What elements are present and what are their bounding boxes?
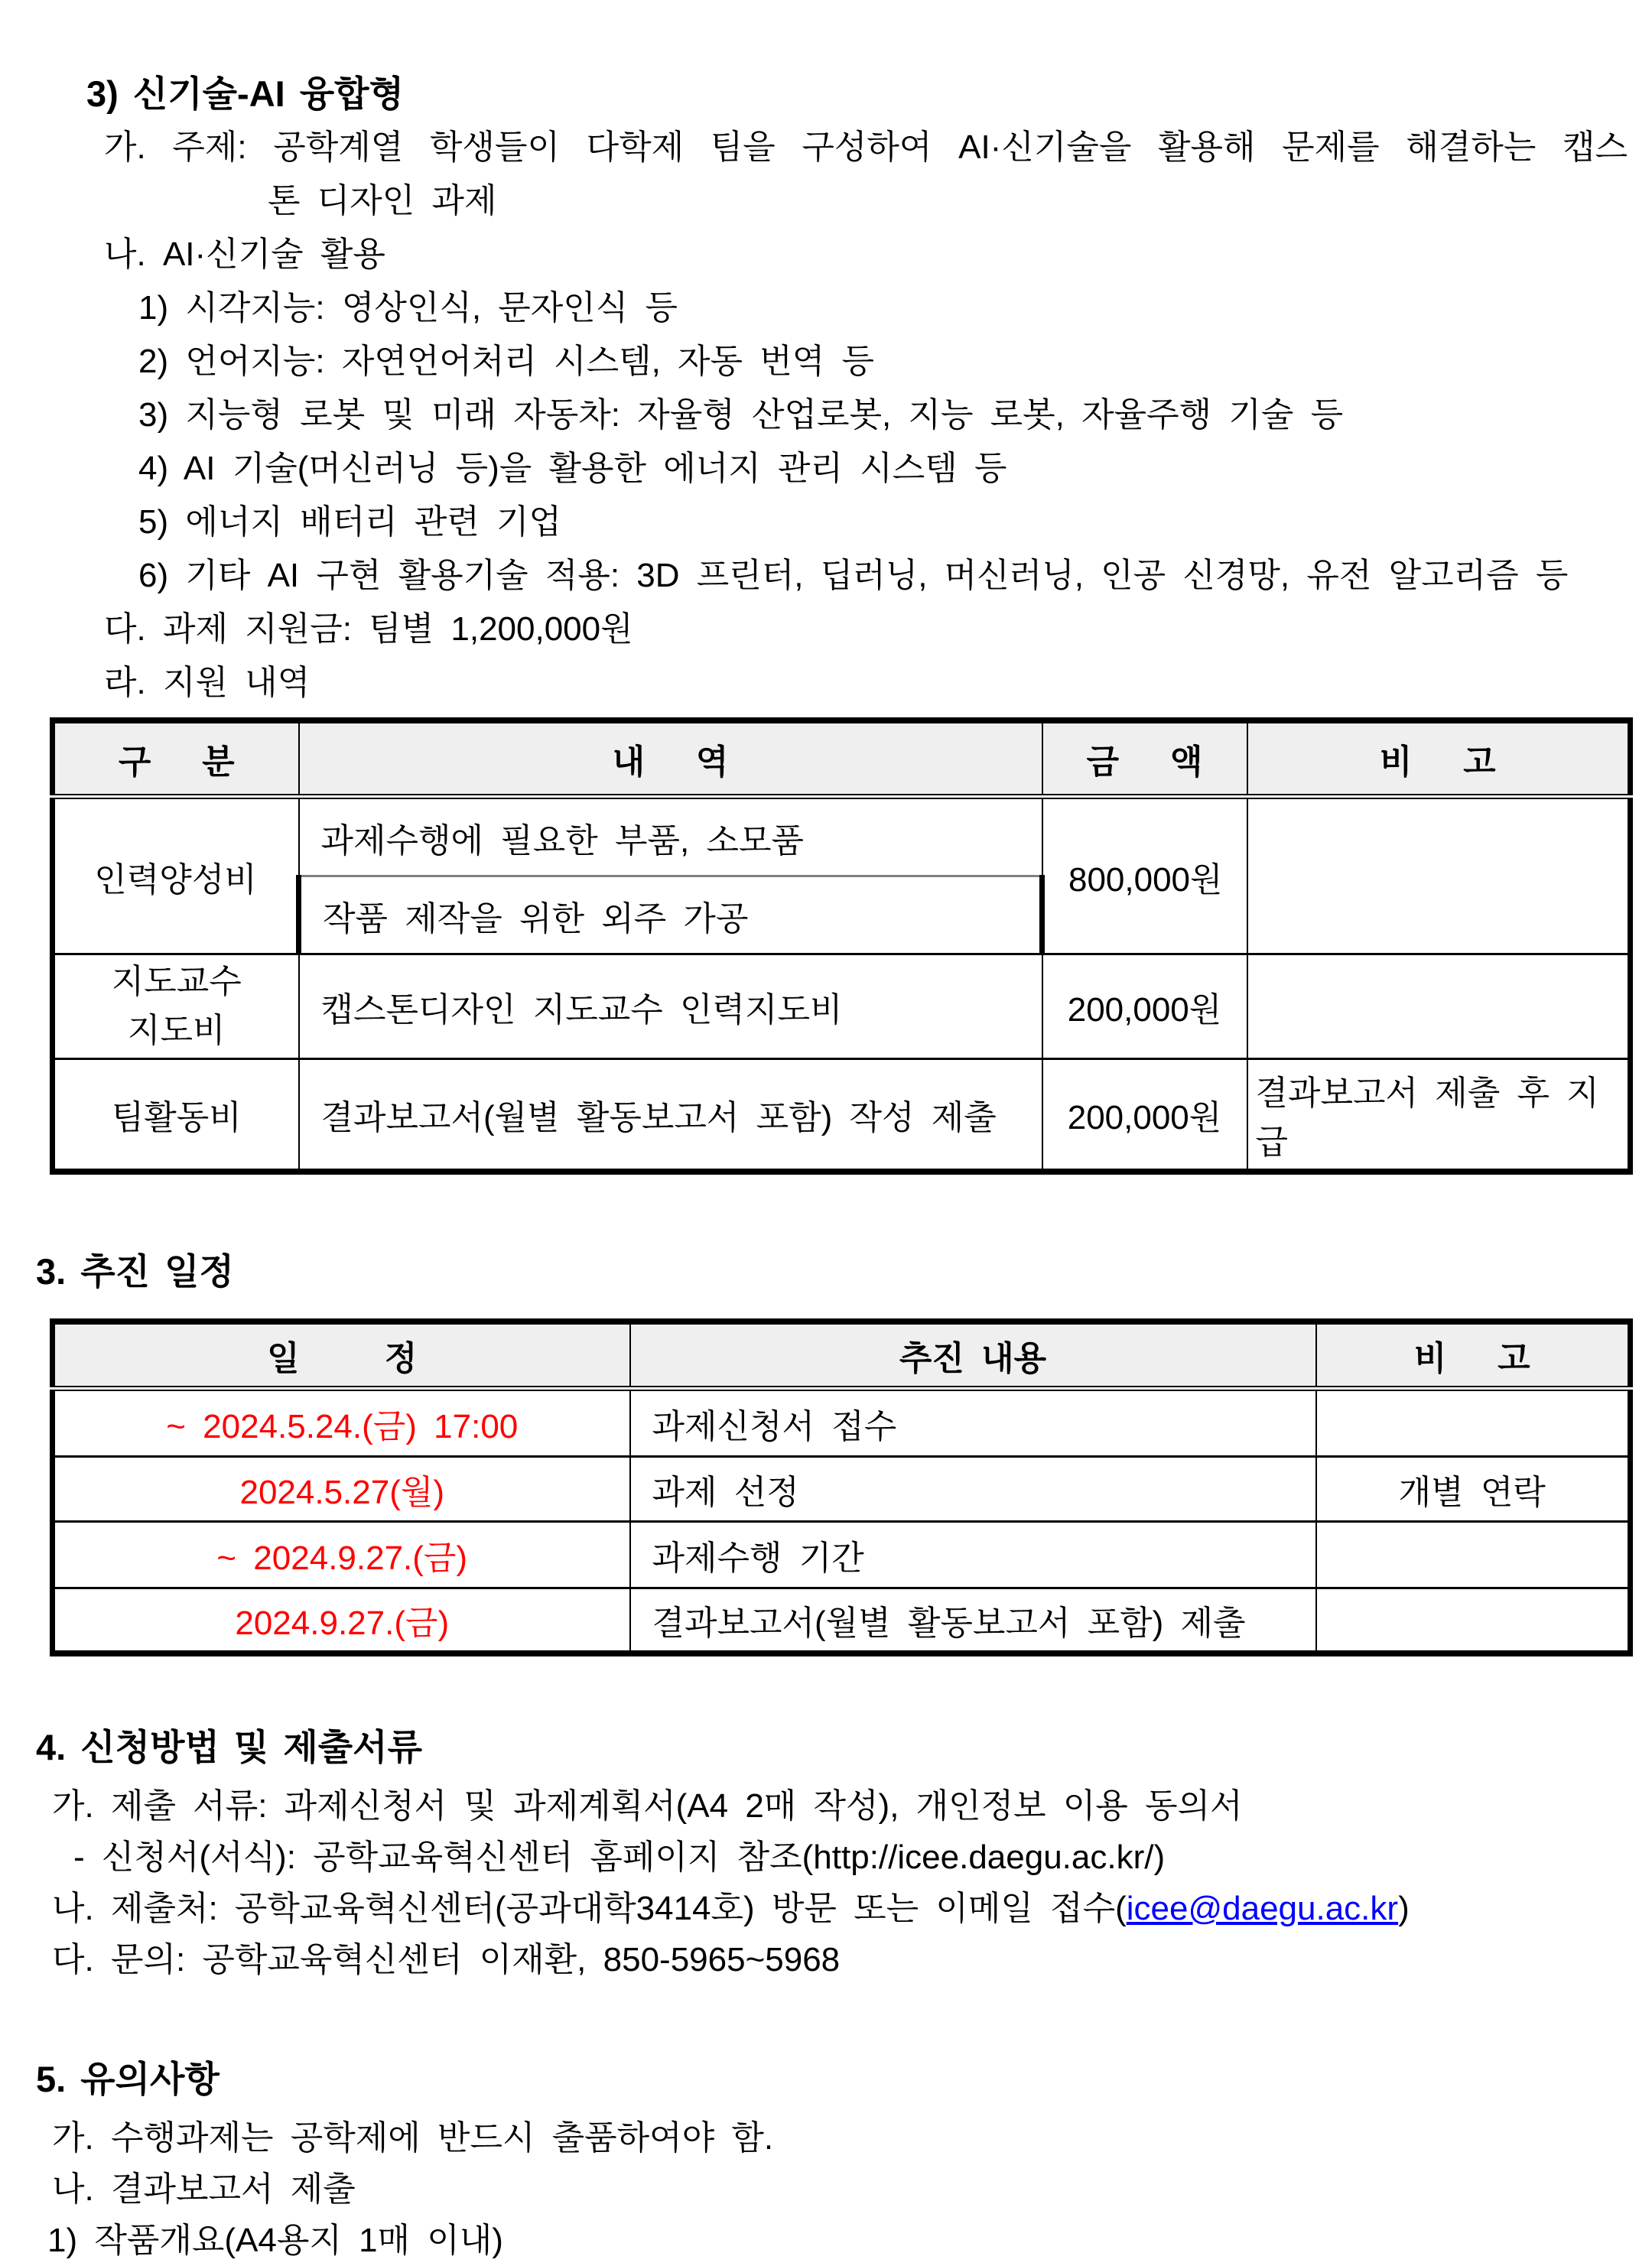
notes-item-na: 나. 결과보고서 제출 bbox=[52, 2170, 356, 2208]
schedule-header-note: 비 고 bbox=[1316, 1322, 1631, 1389]
schedule-header-row bbox=[53, 1322, 1631, 1389]
ai-sub-item-1: 1) 시각지능: 영상인식, 문자인식 등 bbox=[138, 289, 678, 327]
support-cell-note-2 bbox=[1247, 954, 1631, 1059]
ai-sub-item-5: 5) 에너지 배터리 관련 기업 bbox=[138, 503, 562, 541]
schedule-date-4: 2024.9.27.(금) bbox=[53, 1588, 630, 1654]
schedule-content-1: 과제신청서 접수 bbox=[630, 1389, 1316, 1457]
ai-item-ga-line2: 톤 디자인 과제 bbox=[268, 182, 497, 219]
schedule-content-2: 과제 선정 bbox=[630, 1457, 1316, 1522]
section-heading-ai: 3) 신기술-AI 융합형 bbox=[86, 73, 404, 114]
apply-item-na-prefix: 나. 제출처: 공학교육혁신센터(공과대학3414호) 방문 또는 이메일 접수( bbox=[52, 1890, 1127, 1927]
support-table-header-row bbox=[53, 720, 1631, 797]
notes-item-ga: 가. 수행과제는 공학제에 반드시 출품하여야 함. bbox=[52, 2119, 774, 2157]
apply-item-na-suffix: ) bbox=[1398, 1890, 1410, 1927]
apply-item-dash: - 신청서(서식): 공학교육혁신센터 홈페이지 참조(http://icee.daegu.ac.kr/) bbox=[73, 1838, 1166, 1876]
support-cell-amount-2: 200,000원 bbox=[1042, 954, 1247, 1059]
ai-sub-item-4: 4) AI 기술(머신러닝 등)을 활용한 에너지 관리 시스템 등 bbox=[138, 450, 1007, 487]
support-cell-amount-1: 800,000원 bbox=[1042, 797, 1247, 954]
schedule-note-3 bbox=[1316, 1522, 1631, 1588]
schedule-row-4 bbox=[53, 1588, 1631, 1654]
notes-sub-item-1: 1) 작품개요(A4용지 1매 이내) bbox=[47, 2222, 503, 2259]
support-cell-category-3: 팀활동비 bbox=[53, 1059, 299, 1172]
apply-item-da: 다. 문의: 공학교육혁신센터 이재환, 850-5965~5968 bbox=[52, 1941, 841, 1978]
support-category-2-line2: 지도비 bbox=[127, 1012, 226, 1049]
schedule-date-2: 2024.5.27(월) bbox=[53, 1457, 630, 1522]
support-cell-detail-3: 결과보고서(월별 활동보고서 포함) 작성 제출 bbox=[299, 1059, 1042, 1172]
support-table bbox=[50, 717, 1633, 1175]
schedule-row-3 bbox=[53, 1522, 1631, 1588]
schedule-note-4 bbox=[1316, 1588, 1631, 1654]
support-cell-amount-3: 200,000원 bbox=[1042, 1059, 1247, 1172]
schedule-header-content: 추진 내용 bbox=[630, 1322, 1316, 1389]
support-cell-note-3: 결과보고서 제출 후 지급 bbox=[1247, 1059, 1631, 1172]
support-cell-note-1 bbox=[1247, 797, 1631, 954]
ai-item-da: 다. 과제 지원금: 팀별 1,200,000원 bbox=[104, 610, 633, 648]
support-category-2-line1: 지도교수 bbox=[111, 963, 242, 1000]
schedule-header-date: 일 정 bbox=[53, 1322, 630, 1389]
schedule-note-1 bbox=[1316, 1389, 1631, 1457]
support-cell-category-1: 인력양성비 bbox=[53, 797, 299, 954]
schedule-date-1: ~ 2024.5.24.(금) 17:00 bbox=[53, 1389, 630, 1457]
support-header-category: 구 분 bbox=[53, 720, 299, 797]
schedule-note-2: 개별 연락 bbox=[1316, 1457, 1631, 1522]
support-row-1a bbox=[53, 797, 1631, 876]
schedule-date-3: ~ 2024.9.27.(금) bbox=[53, 1522, 630, 1588]
schedule-content-3: 과제수행 기간 bbox=[630, 1522, 1316, 1588]
support-cell-detail-1b: 작품 제작을 위한 외주 가공 bbox=[299, 876, 1042, 954]
ai-sub-item-2: 2) 언어지능: 자연언어처리 시스템, 자동 번역 등 bbox=[138, 343, 874, 380]
ai-sub-item-6: 6) 기타 AI 구현 활용기술 적용: 3D 프린터, 딥러닝, 머신러닝, 인공 신경망, 유전 알고리즘 등 bbox=[138, 557, 1569, 594]
support-cell-detail-2: 캡스톤디자인 지도교수 인력지도비 bbox=[299, 954, 1042, 1059]
section-heading-schedule: 3. 추진 일정 bbox=[36, 1251, 234, 1292]
support-header-detail: 내 역 bbox=[299, 720, 1042, 797]
schedule-row-2 bbox=[53, 1457, 1631, 1522]
email-link[interactable]: icee@daegu.ac.kr bbox=[1126, 1890, 1399, 1927]
ai-item-ga-line1: 가. 주제: 공학계열 학생들이 다학제 팀을 구성하여 AI·신기술을 활용해 문제를 해결하는 캡스 bbox=[104, 128, 1628, 166]
section-heading-apply: 4. 신청방법 및 제출서류 bbox=[36, 1727, 422, 1767]
support-cell-detail-1a: 과제수행에 필요한 부품, 소모품 bbox=[299, 797, 1042, 876]
support-header-amount: 금 액 bbox=[1042, 720, 1247, 797]
schedule-table bbox=[50, 1318, 1633, 1656]
support-header-note: 비 고 bbox=[1247, 720, 1631, 797]
support-row-3 bbox=[53, 1059, 1631, 1172]
schedule-content-4: 결과보고서(월별 활동보고서 포함) 제출 bbox=[630, 1588, 1316, 1654]
ai-item-na: 나. AI·신기술 활용 bbox=[104, 236, 385, 273]
support-row-2 bbox=[53, 954, 1631, 1059]
apply-item-ga: 가. 제출 서류: 과제신청서 및 과제계획서(A4 2매 작성), 개인정보 이용 동의서 bbox=[52, 1787, 1243, 1825]
section-heading-notes: 5. 유의사항 bbox=[36, 2059, 220, 2099]
ai-item-ra: 라. 지원 내역 bbox=[104, 664, 311, 701]
support-cell-category-2 bbox=[53, 954, 299, 1059]
ai-sub-item-3: 3) 지능형 로봇 및 미래 자동차: 자율형 산업로봇, 지능 로봇, 자율주행 기술 등 bbox=[138, 396, 1344, 434]
apply-item-na bbox=[52, 1883, 1652, 1934]
schedule-row-1 bbox=[53, 1389, 1631, 1457]
